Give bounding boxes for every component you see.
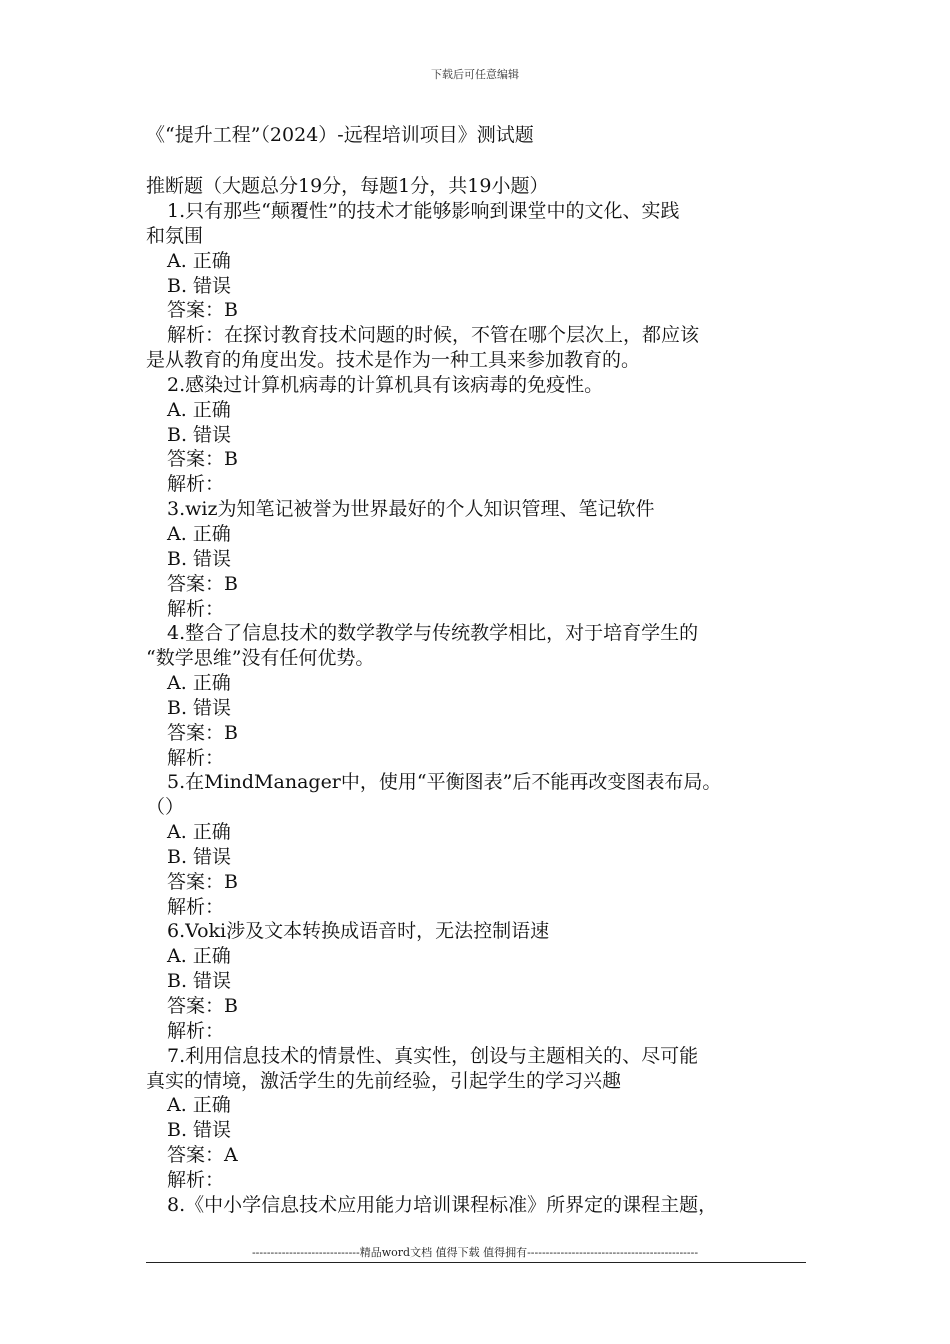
section-heading: 推断题（大题总分19分，每题1分，共19小题） bbox=[146, 175, 549, 197]
document-line: B. 错误 bbox=[167, 696, 232, 719]
document-line: 是从教育的角度出发。技术是作为一种工具来参加教育的。 bbox=[146, 349, 641, 372]
document-line: 答案：B bbox=[167, 995, 238, 1017]
document-line: 8.《中小学信息技术应用能力培训课程标准》所界定的课程主题， bbox=[167, 1193, 718, 1216]
question-list bbox=[146, 199, 816, 1218]
document-title: 《“提升工程”（2024）-远程培训项目》测试题 bbox=[146, 124, 534, 146]
document-line: 真实的情境，激活学生的先前经验，引起学生的学习兴趣 bbox=[146, 1069, 622, 1092]
document-line: 解析：在探讨教育技术问题的时候，不管在哪个层次上，都应该 bbox=[167, 324, 700, 347]
document-line: “数学思维”没有任何优势。 bbox=[146, 647, 375, 670]
document-line: 答案：B bbox=[167, 299, 238, 322]
document-line: A. 正确 bbox=[167, 821, 231, 844]
document-line: B. 错误 bbox=[167, 423, 232, 446]
document-line: A. 正确 bbox=[167, 1094, 231, 1117]
document-line: A. 正确 bbox=[167, 398, 231, 421]
document-line: B. 错误 bbox=[167, 547, 232, 570]
document-line: 解析： bbox=[167, 746, 225, 769]
page-header-note: 下载后可任意编辑 bbox=[431, 68, 519, 81]
document-line: B. 错误 bbox=[167, 970, 232, 993]
document-line: 解析： bbox=[167, 473, 225, 496]
document-line: 答案：B bbox=[167, 572, 238, 595]
footer-note: -----------------------------精品word文档 值得下载 值得拥有---------------------------------------------- bbox=[251, 1246, 699, 1259]
document-line: 答案：B bbox=[167, 448, 238, 471]
document-line: B. 错误 bbox=[167, 845, 232, 868]
document-line: 5.在MindManager中，使用“平衡图表”后不能再改变图表布局。 bbox=[167, 771, 722, 794]
document-line: B. 错误 bbox=[167, 1119, 232, 1142]
document-line: 解析： bbox=[167, 1019, 225, 1042]
document-line: B. 错误 bbox=[167, 274, 232, 297]
document-line: A. 正确 bbox=[167, 249, 231, 272]
footer-divider bbox=[146, 1262, 806, 1263]
document-line: 答案：B bbox=[167, 870, 238, 893]
document-line: A. 正确 bbox=[167, 672, 231, 695]
document-line: 和氛围 bbox=[146, 224, 204, 247]
document-line: A. 正确 bbox=[167, 522, 231, 545]
document-line: 4.整合了信息技术的数学教学与传统教学相比，对于培育学生的 bbox=[167, 622, 699, 645]
document-line: 答案：A bbox=[167, 1144, 238, 1167]
document-line: （） bbox=[146, 796, 185, 819]
document-line: 2.感染过计算机病毒的计算机具有该病毒的免疫性。 bbox=[167, 373, 604, 396]
document-line: 解析： bbox=[167, 895, 225, 918]
document-line: 7.利用信息技术的情景性、真实性，创设与主题相关的、尽可能 bbox=[167, 1044, 699, 1067]
document-line: 1.只有那些“颠覆性”的技术才能够影响到课堂中的文化、实践 bbox=[167, 200, 680, 222]
document-line: 答案：B bbox=[167, 721, 238, 744]
document-line: 解析： bbox=[167, 1168, 225, 1191]
document-line: 6.Voki涉及文本转换成语音时，无法控制语速 bbox=[167, 920, 550, 943]
document-line: A. 正确 bbox=[167, 945, 231, 968]
document-line: 解析： bbox=[167, 597, 225, 620]
document-line: 3.wiz为知笔记被誉为世界最好的个人知识管理、笔记软件 bbox=[167, 498, 655, 521]
